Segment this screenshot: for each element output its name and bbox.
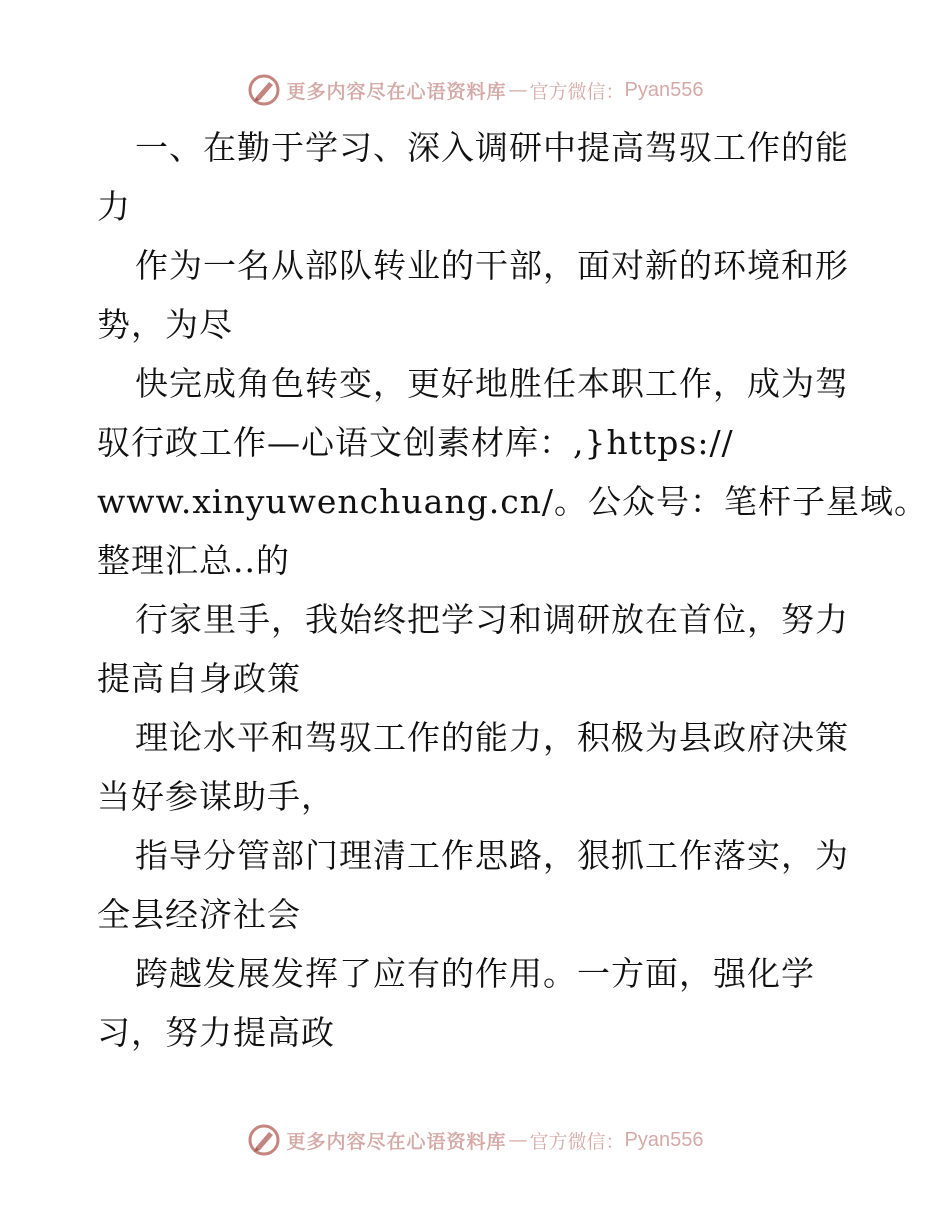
banner-title: 更多内容尽在心语资料库	[286, 80, 507, 103]
document-body	[97, 118, 929, 1062]
text-line: www.xinyuwenchuang.cn/。公众号：笔杆子星域。	[97, 482, 929, 521]
text-line: 理论水平和驾驭工作的能力，积极为县政府决策	[135, 718, 849, 757]
banner-wechat-label: 官方微信：	[529, 80, 625, 103]
text-line: 当好参谋助手，	[97, 777, 335, 816]
banner-title: 更多内容尽在心语资料库	[286, 1130, 507, 1153]
banner-wechat-label: 官方微信：	[529, 1130, 625, 1153]
logo-icon	[247, 1123, 281, 1157]
banner-dash: —	[508, 1129, 528, 1151]
text-line: 力	[97, 187, 131, 226]
footer-banner	[0, 1120, 950, 1160]
text-line: 跨越发展发挥了应有的作用。一方面，强化学	[135, 954, 815, 993]
text-line: 全县经济社会	[97, 895, 301, 934]
text-line: 行家里手，我始终把学习和调研放在首位，努力	[135, 600, 849, 639]
header-banner	[0, 70, 950, 110]
text-line: 提高自身政策	[97, 659, 301, 698]
text-line: 驭行政工作—心语文创素材库：,}https://	[97, 423, 734, 462]
text-line: 整理汇总..的	[97, 541, 290, 580]
banner-wechat-id: Pyan556	[624, 78, 704, 101]
text-line: 指导分管部门理清工作思路，狠抓工作落实，为	[135, 836, 849, 875]
logo-icon	[247, 73, 281, 107]
text-line: 快完成角色转变，更好地胜任本职工作，成为驾	[135, 364, 849, 403]
text-line: 势，为尽	[97, 305, 233, 344]
banner-wechat-id: Pyan556	[624, 1128, 704, 1151]
text-line: 习，努力提高政	[97, 1013, 335, 1052]
text-line: 一、在勤于学习、深入调研中提高驾驭工作的能	[135, 128, 849, 167]
text-line: 作为一名从部队转业的干部，面对新的环境和形	[135, 246, 849, 285]
banner-dash: —	[508, 79, 528, 101]
